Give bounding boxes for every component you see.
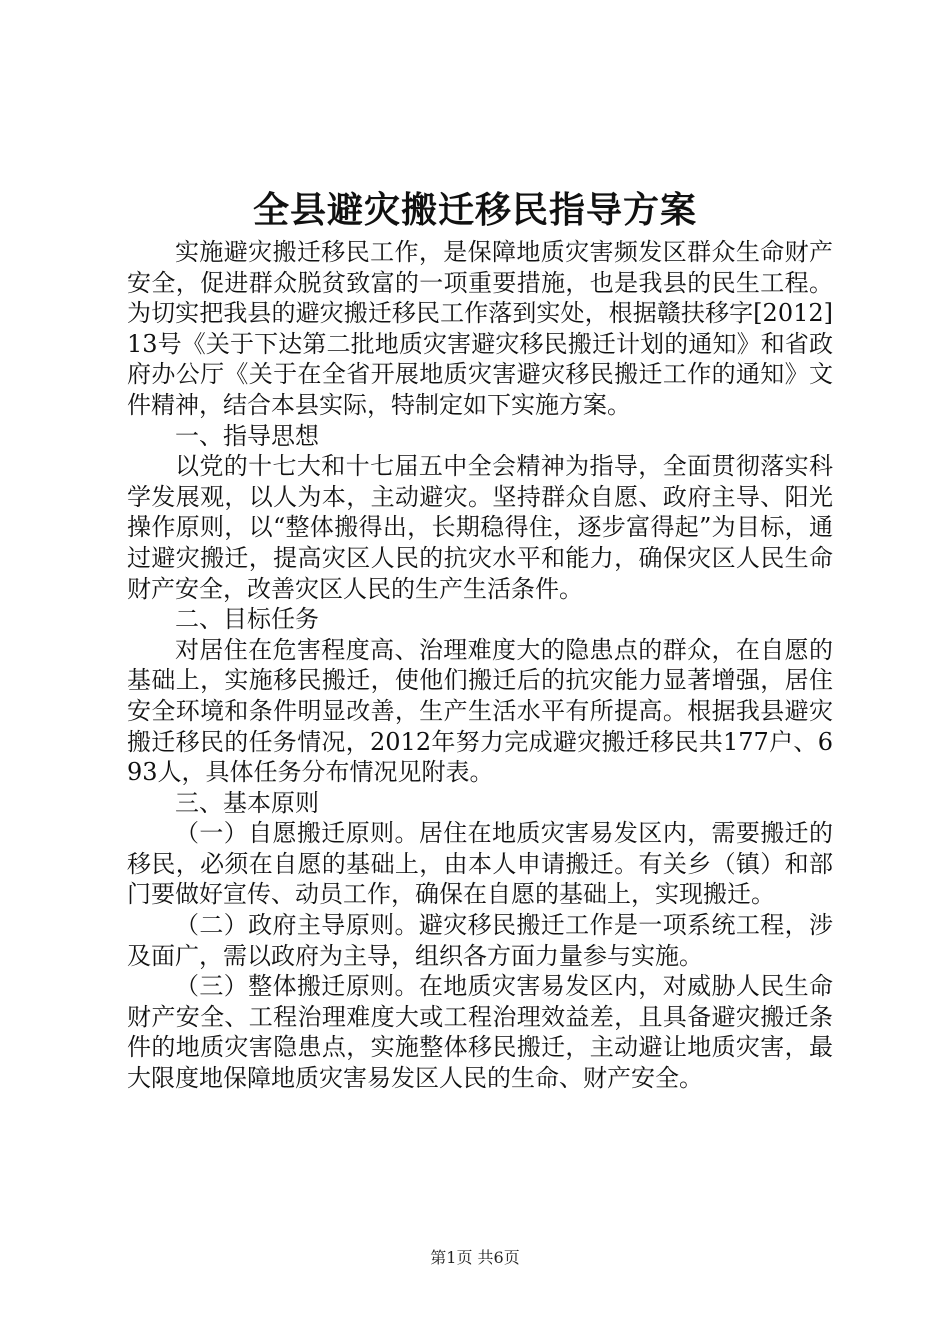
target-tasks-paragraph: 对居住在危害程度高、治理难度大的隐患点的群众，在自愿的基础上，实施移民搬迁，使他们搬迁后的抗灾能力显著增强，居住安全环境和条件明显改善，生产生活水平有所提高。根据我县避灾搬迁移民的任务情况，2012年努力完成避灾搬迁移民共177户、693人，具体任务分布情况见附表。 <box>127 635 833 787</box>
page-number-footer: 第1页 共6页 <box>430 1248 520 1267</box>
section-heading-target-tasks: 二、目标任务 <box>175 605 319 634</box>
document-title: 全县避灾搬迁移民指导方案 <box>252 189 697 231</box>
principle-whole-relocation-paragraph: （三）整体搬迁原则。在地质灾害易发区内，对威胁人民生命财产安全、工程治理难度大或工程治理效益差，且具备避灾搬迁条件的地质灾害隐患点，实施整体移民搬迁，主动避让地质灾害，最大限度地保障地质灾害易发区人民的生命、财产安全。 <box>127 972 833 1093</box>
intro-paragraph: 实施避灾搬迁移民工作，是保障地质灾害频发区群众生命财产安全，促进群众脱贫致富的一项重要措施，也是我县的民生工程。为切实把我县的避灾搬迁移民工作落到实处，根据赣扶移字[2012]13号《关于下达第二批地质灾害避灾移民搬迁计划的通知》和省政府办公厅《关于在全省开展地质灾害避灾移民搬迁工作的通知》文件精神，结合本县实际，特制定如下实施方案。 <box>127 238 833 419</box>
principle-government-led-paragraph: （二）政府主导原则。避灾移民搬迁工作是一项系统工程，涉及面广，需以政府为主导，组织各方面力量参与实施。 <box>127 911 833 970</box>
principle-voluntary-paragraph: （一）自愿搬迁原则。居住在地质灾害易发区内，需要搬迁的移民，必须在自愿的基础上，由本人申请搬迁。有关乡（镇）和部门要做好宣传、动员工作，确保在自愿的基础上，实现搬迁。 <box>127 819 833 909</box>
section-heading-guiding-ideology: 一、指导思想 <box>175 421 319 450</box>
document-body <box>127 237 833 1094</box>
section-heading-basic-principles: 三、基本原则 <box>175 788 319 817</box>
guiding-ideology-paragraph: 以党的十七大和十七届五中全会精神为指导，全面贯彻落实科学发展观，以人为本，主动避灾。坚持群众自愿、政府主导、阳光操作原则，以“整体搬得出，长期稳得住，逐步富得起”为目标，通过避灾搬迁，提高灾区人民的抗灾水平和能力，确保灾区人民生命财产安全，改善灾区人民的生产生活条件。 <box>127 452 833 603</box>
